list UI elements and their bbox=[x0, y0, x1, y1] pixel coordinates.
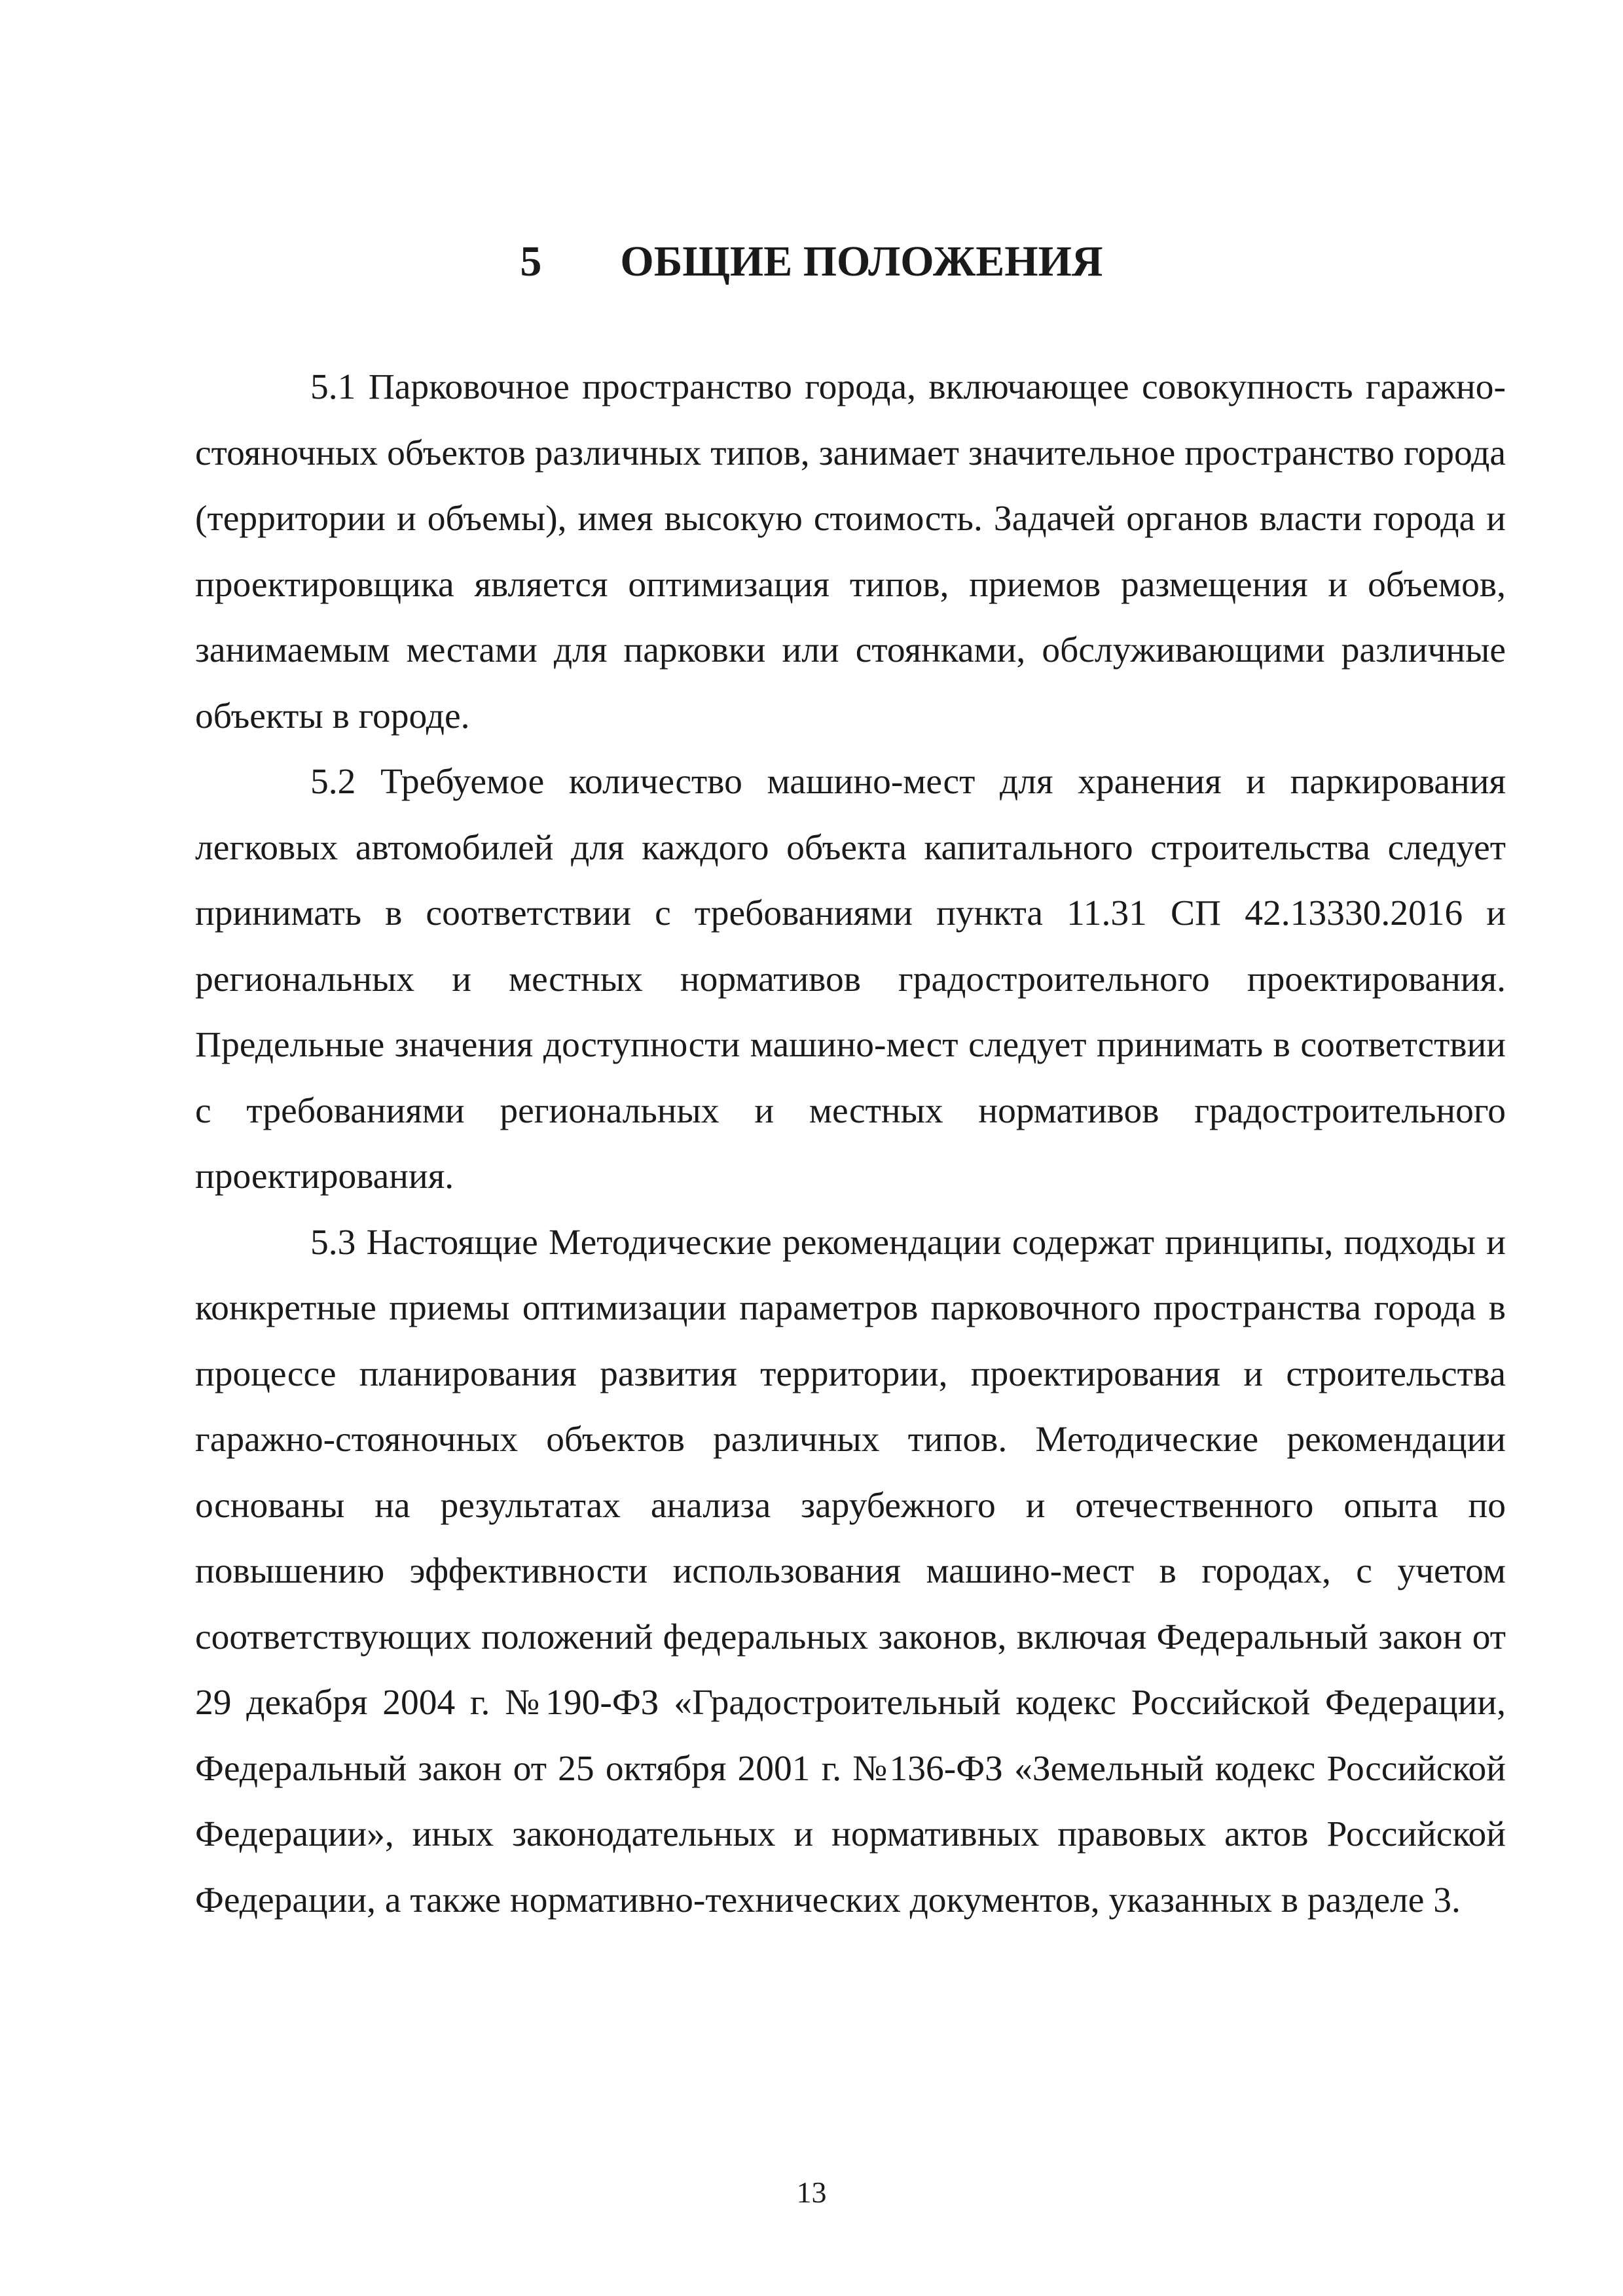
paragraph-5-2: 5.2 Требуемое количество машино-мест для хранения и паркирования легковых автомобилей для каждого объекта капитального строительства следует принимать в соответствии с требованиями пункта 11.31 СП 42.13330.2016 и региональных и местных нормативов градостроительного проектирования. Предельные значения доступности машино-мест следует принимать в соответствии с требованиями региональных и местных нормативов градостроительного проектирования. bbox=[195, 762, 1506, 1196]
section-title: ОБЩИЕ ПОЛОЖЕНИЯ bbox=[620, 238, 1103, 285]
section-heading bbox=[0, 232, 1623, 291]
paragraph-5-3: 5.3 Настоящие Методические рекомендации содержат принципы, подходы и конкретные приемы оптимизации параметров парковочного пространства города в процессе планирования развития территории, проектирования и строительства гаражно-стояночных объектов различных типов. Методические рекомендации основаны на результатах анализа зарубежного и отечественного опыта по повышению эффективности использования машино-мест в городах, с учетом соответствующих положений федеральных законов, включая Федеральный закон от 29 декабря 2004 г. №190-ФЗ «Градостроительный кодекс Российской Федерации, Федеральный закон от 25 октября 2001 г. №136-ФЗ «Земельный кодекс Российской Федерации», иных законодательных и нормативных правовых актов Российской Федерации, а также нормативно-технических документов, указанных в разделе 3. bbox=[195, 1222, 1506, 1920]
page-number: 13 bbox=[796, 2176, 827, 2209]
section-number: 5 bbox=[520, 238, 542, 285]
paragraph-5-1: 5.1 Парковочное пространство города, включающее совокупность гаражно-стояночных объектов различных типов, занимает значительное пространство города (территории и объемы), имея высокую стоимость. Задачей органов власти города и проектировщика является оптимизация типов, приемов размещения и объемов, занимаемым местами для парковки или стоянками, обслуживающими различные объекты в городе. bbox=[195, 367, 1506, 736]
section-body bbox=[195, 355, 1506, 1933]
